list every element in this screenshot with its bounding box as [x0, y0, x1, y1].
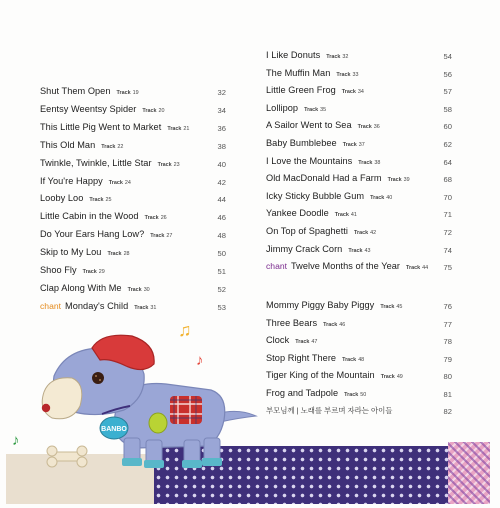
page-number: 80 — [443, 372, 452, 382]
music-note-icon: ♪ — [12, 432, 20, 449]
page-number: 56 — [443, 69, 452, 79]
page-number: 46 — [217, 213, 226, 223]
page-number: 72 — [443, 228, 452, 237]
track-number: 47 — [311, 339, 318, 346]
dog-eye-button — [92, 372, 104, 384]
track-label — [358, 124, 380, 130]
entry-title: Stop Right There — [266, 352, 337, 363]
track-word: Track — [157, 161, 172, 168]
toc-entry[interactable] — [266, 103, 456, 119]
track-label — [150, 233, 172, 239]
track-word: Track — [167, 125, 182, 132]
track-label — [342, 89, 364, 95]
track-word: Track — [348, 247, 363, 254]
entry-title: Tiger King of the Mountain — [266, 370, 375, 381]
page-number: 60 — [443, 122, 452, 132]
track-word: Track — [334, 212, 349, 219]
entry-title: Shut Them Open — [40, 86, 111, 96]
track-number: 44 — [422, 265, 429, 272]
toc-entry[interactable] — [40, 104, 230, 120]
track-label — [117, 90, 139, 96]
track-number: 50 — [360, 392, 367, 398]
entry-title: The Muffin Man — [266, 67, 331, 78]
track-word: Track — [380, 374, 395, 381]
toc-entry[interactable] — [266, 120, 456, 136]
page-number: 57 — [443, 87, 452, 97]
track-word: Track — [108, 179, 123, 186]
track-label — [109, 180, 131, 186]
toc-entry[interactable] — [266, 68, 456, 84]
track-number: 48 — [358, 356, 365, 363]
page-number: 53 — [217, 302, 226, 312]
toc-entry[interactable] — [266, 85, 456, 101]
toc-entry[interactable] — [266, 191, 456, 207]
entry-title: Frog and Tadpole — [266, 388, 339, 398]
entry-title: Eentsy Weentsy Spider — [40, 103, 137, 114]
toc-entry[interactable] — [40, 193, 230, 209]
track-number: 20 — [158, 107, 165, 114]
track-word: Track — [387, 177, 402, 184]
track-number: 35 — [320, 106, 327, 113]
entry-title: Jimmy Crack Corn — [266, 243, 343, 254]
toc-entry[interactable] — [40, 122, 230, 138]
track-number: 27 — [166, 233, 173, 240]
toc-entry[interactable] — [40, 229, 230, 245]
toc-entry[interactable] — [40, 301, 230, 317]
track-word: Track — [144, 215, 159, 222]
track-label — [142, 108, 164, 114]
track-word: Track — [323, 321, 338, 328]
entry-title: On Top of Spaghetti — [266, 226, 348, 236]
entry-title: Three Bears — [266, 317, 318, 328]
page-number: 77 — [443, 319, 452, 329]
track-word: Track — [336, 71, 351, 78]
page-number: 70 — [443, 192, 452, 202]
track-number: 46 — [339, 321, 346, 328]
entry-title: Icky Sticky Bubble Gum — [266, 190, 365, 201]
page-number: 74 — [443, 245, 452, 255]
track-word: Track — [370, 194, 385, 201]
entry-title: Twinkle, Twinkle, Little Star — [40, 157, 152, 168]
track-label — [158, 162, 180, 168]
toc-entry[interactable] — [40, 283, 230, 299]
track-label — [343, 142, 365, 148]
green-patch — [149, 413, 167, 433]
track-label — [107, 251, 129, 257]
track-word: Track — [342, 142, 357, 148]
page-number: 32 — [217, 88, 226, 97]
page-number: 34 — [217, 105, 226, 115]
track-number: 30 — [143, 286, 150, 293]
dog-snout — [42, 378, 82, 419]
toc-entry[interactable] — [266, 50, 456, 66]
dog-drawing — [6, 318, 490, 504]
track-label — [89, 197, 111, 203]
track-label — [304, 107, 326, 113]
track-word: Track — [82, 269, 97, 275]
page-number: 81 — [443, 390, 452, 399]
entry-title: A Sailor Went to Sea — [266, 120, 352, 131]
track-number: 25 — [105, 197, 112, 204]
appendix-title: 부모님께 | 노래를 부르며 자라는 아이들 — [266, 406, 393, 415]
track-label — [354, 230, 376, 236]
page-number: 54 — [443, 52, 452, 61]
page-number: 64 — [443, 157, 452, 167]
track-number: 19 — [132, 90, 139, 96]
track-number: 36 — [373, 124, 380, 131]
toc-entry[interactable] — [266, 156, 456, 172]
page-number: 44 — [217, 195, 226, 205]
entry-title: Old MacDonald Had a Farm — [266, 173, 382, 184]
entry-title: Little Green Frog — [266, 85, 336, 96]
track-label — [336, 72, 358, 78]
chant-label: chant — [266, 261, 288, 272]
track-label — [335, 212, 357, 218]
track-word: Track — [142, 107, 157, 114]
music-note-icon: ♪ — [196, 352, 204, 369]
track-label — [348, 248, 370, 254]
track-number: 33 — [352, 71, 359, 78]
toc-entry[interactable] — [40, 247, 230, 263]
track-number: 28 — [123, 251, 130, 258]
page-number: 75 — [443, 263, 452, 273]
page-number: 36 — [217, 123, 226, 133]
entry-title: If You're Happy — [40, 175, 103, 186]
entry-title: Clock — [266, 335, 290, 346]
track-number: 26 — [160, 215, 167, 222]
track-number: 23 — [173, 161, 180, 168]
toc-left-column — [40, 86, 230, 316]
toc-entry[interactable] — [266, 208, 456, 224]
track-word: Track — [304, 106, 319, 113]
toc-entry[interactable] — [266, 300, 456, 316]
toc-entry[interactable] — [40, 158, 230, 174]
track-word: Track — [295, 339, 310, 346]
page-number: 42 — [217, 177, 226, 187]
track-label — [83, 269, 105, 275]
track-label — [145, 215, 167, 221]
entry-title: Baby Bumblebee — [266, 138, 337, 148]
track-label — [167, 126, 189, 132]
track-word: Track — [89, 197, 104, 204]
entry-title: This Old Man — [40, 139, 96, 150]
entry-title: Lollipop — [266, 102, 299, 113]
page-number: 68 — [443, 175, 452, 185]
entry-title: Twelve Months of the Year — [291, 261, 401, 272]
page-number: 48 — [217, 231, 226, 241]
page-number: 76 — [443, 302, 452, 311]
bone-icon — [47, 446, 87, 467]
track-word: Track — [380, 304, 395, 310]
entry-title: This Little Pig Went to Market — [40, 121, 162, 132]
entry-title: Little Cabin in the Wood — [40, 211, 139, 222]
track-word: Track — [358, 159, 373, 166]
track-number: 42 — [370, 230, 377, 236]
track-word: Track — [342, 356, 357, 363]
track-word: Track — [101, 143, 116, 150]
toc-entry[interactable] — [266, 226, 456, 242]
page-number: 50 — [217, 249, 226, 259]
page-number: 38 — [217, 141, 226, 151]
page-number: 40 — [217, 159, 226, 169]
track-word: Track — [354, 230, 369, 236]
track-number: 32 — [342, 54, 349, 60]
track-label — [128, 287, 150, 293]
dog-tag-text: BANBO — [101, 426, 127, 433]
toc-entry[interactable] — [40, 140, 230, 156]
toc-entry[interactable] — [266, 261, 456, 277]
track-word: Track — [406, 265, 421, 272]
toc-entry[interactable] — [266, 138, 456, 154]
track-number: 29 — [98, 269, 105, 275]
entry-title: Clap Along With Me — [40, 282, 122, 293]
chant-label: chant — [40, 300, 62, 311]
track-label — [370, 195, 392, 201]
track-word: Track — [116, 90, 131, 96]
track-number: 39 — [403, 177, 410, 184]
entry-title: Monday's Child — [65, 300, 129, 311]
toc-entry[interactable] — [40, 86, 230, 102]
entry-title: Do Your Ears Hang Low? — [40, 229, 145, 240]
page-number: 62 — [443, 140, 452, 149]
toc-entry[interactable] — [40, 211, 230, 227]
toc-entry[interactable] — [40, 265, 230, 281]
track-word: Track — [107, 251, 122, 258]
track-number: 22 — [117, 143, 124, 150]
track-number: 34 — [357, 89, 364, 96]
track-word: Track — [134, 304, 149, 311]
track-label — [101, 144, 123, 150]
toc-entry[interactable] — [40, 176, 230, 192]
dog-nose — [42, 404, 50, 412]
entry-title: Yankee Doodle — [266, 208, 329, 219]
page-number: 79 — [443, 354, 452, 364]
track-label — [134, 305, 156, 311]
track-number: 49 — [396, 374, 403, 381]
track-label — [326, 54, 348, 60]
page-number: 51 — [217, 267, 226, 276]
page-number: 78 — [443, 337, 452, 347]
track-number: 38 — [374, 159, 381, 166]
track-number: 40 — [386, 194, 393, 201]
entry-title: I Love the Mountains — [266, 155, 353, 166]
entry-title: Shoo Fly — [40, 265, 77, 275]
entry-title: Mommy Piggy Baby Piggy — [266, 300, 375, 310]
entry-title: I Like Donuts — [266, 50, 321, 60]
toc-right-column-top — [266, 50, 456, 282]
page-number: 71 — [443, 210, 452, 220]
track-number: 37 — [358, 142, 365, 148]
track-label — [388, 177, 410, 183]
page-number: 52 — [217, 284, 226, 294]
track-word: Track — [127, 286, 142, 293]
toc-entry[interactable] — [266, 173, 456, 189]
track-word: Track — [344, 392, 359, 398]
page-number: 58 — [443, 104, 452, 114]
track-word: Track — [150, 233, 165, 240]
track-number: 43 — [364, 247, 371, 254]
track-word: Track — [357, 124, 372, 131]
track-word: Track — [341, 89, 356, 96]
felt-dog-illustration — [6, 318, 490, 504]
track-word: Track — [326, 54, 341, 60]
track-number: 45 — [396, 304, 403, 310]
track-number: 31 — [150, 304, 157, 311]
track-label — [358, 160, 380, 166]
entry-title: Looby Loo — [40, 193, 84, 204]
appendix-page: 82 — [443, 407, 452, 416]
track-label — [380, 304, 402, 310]
music-note-icon: ♫ — [178, 320, 192, 340]
toc-entry[interactable] — [266, 244, 456, 260]
track-number: 21 — [183, 125, 190, 132]
track-number: 41 — [350, 212, 357, 219]
entry-title: Skip to My Lou — [40, 247, 102, 258]
track-number: 24 — [124, 179, 131, 186]
